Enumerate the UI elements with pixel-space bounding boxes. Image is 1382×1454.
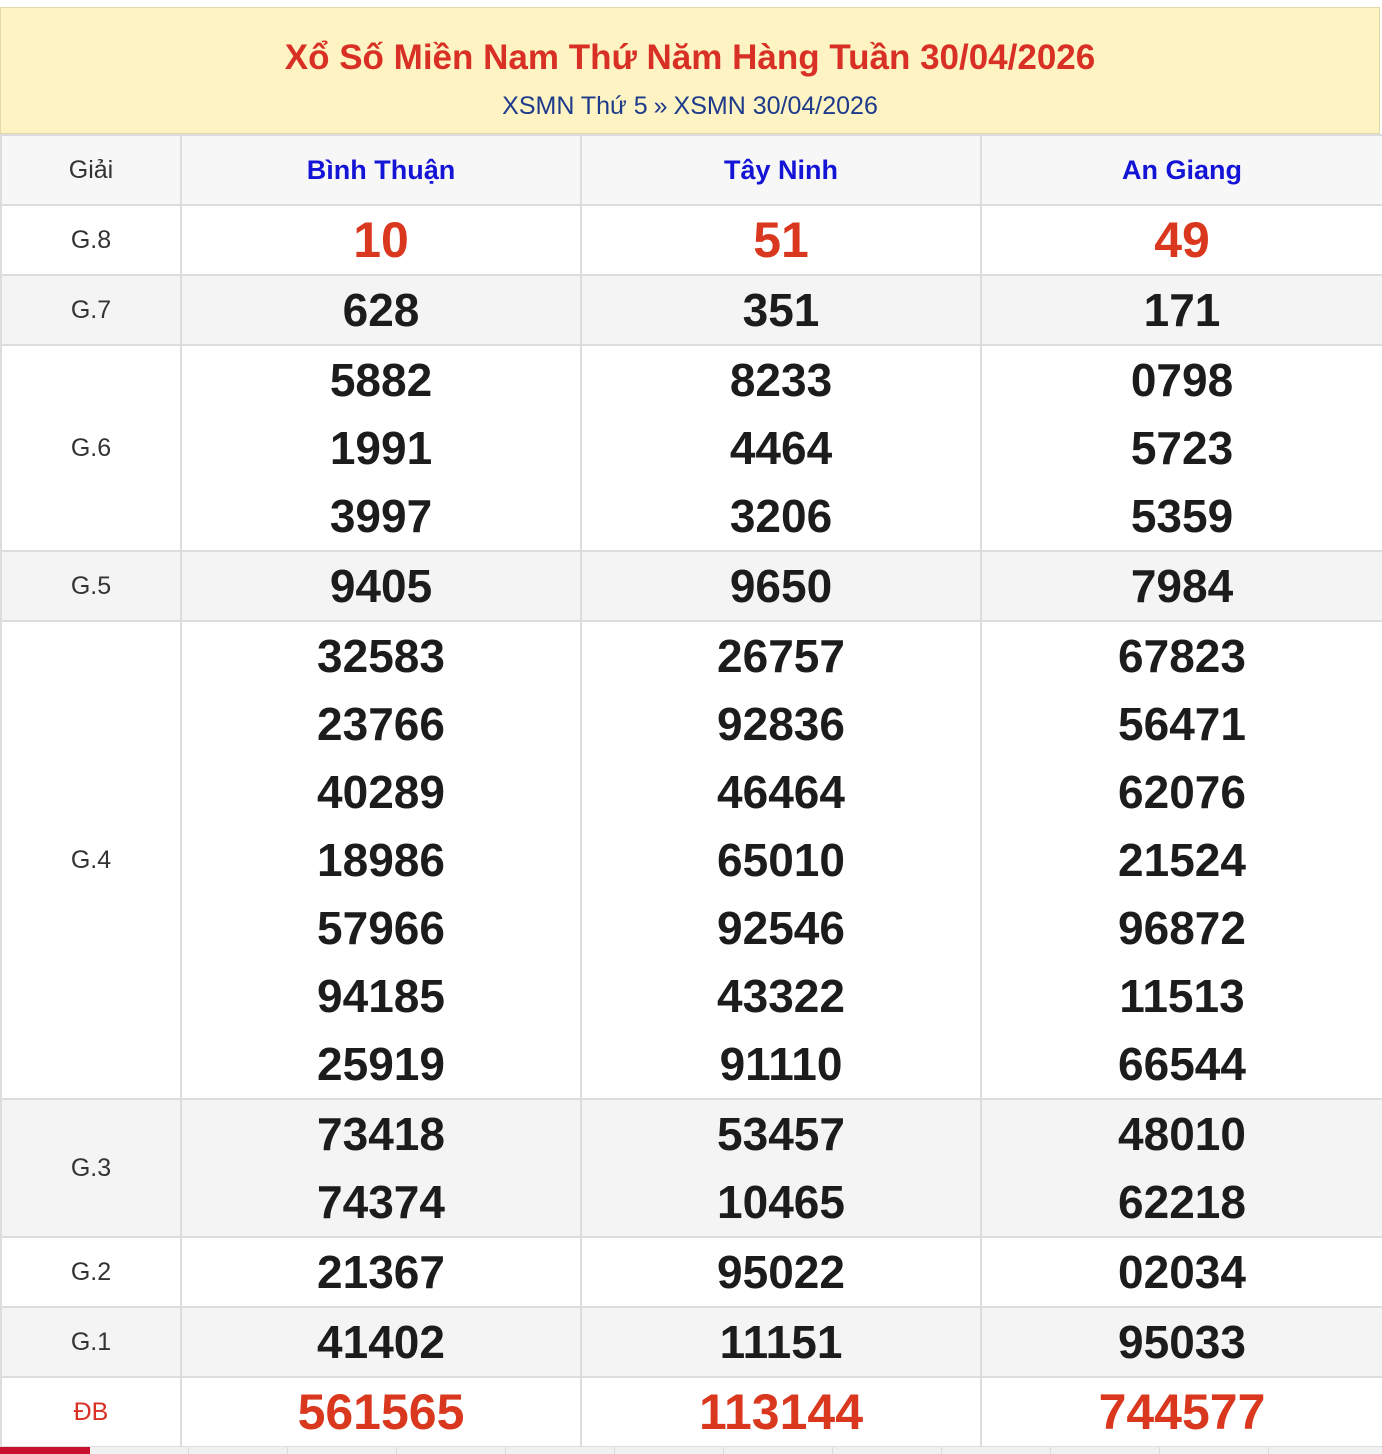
prize-row-g2 [1, 1237, 1382, 1307]
result-cell-an-giang [981, 551, 1382, 621]
table-header-row [1, 135, 1382, 205]
result-number: 1991 [329, 422, 433, 474]
result-number: 95022 [717, 1246, 845, 1298]
province-header-an-giang[interactable]: An Giang [981, 135, 1382, 205]
prize-label: G.1 [1, 1307, 181, 1377]
result-cell-an-giang [981, 1377, 1382, 1447]
result-number: 351 [742, 284, 820, 336]
result-cell-an-giang [981, 1099, 1382, 1237]
result-cell-binh-thuan [181, 621, 581, 1099]
result-number: 3997 [329, 490, 433, 542]
result-cell-binh-thuan [181, 205, 581, 275]
prize-label: G.6 [1, 345, 181, 551]
result-number: 5882 [329, 354, 433, 406]
result-number: 65010 [717, 834, 845, 886]
special-prize-number: 113144 [698, 1384, 864, 1440]
breadcrumb-link-weekday[interactable]: XSMN Thứ 5 [502, 92, 648, 120]
result-number: 53457 [717, 1108, 845, 1160]
prize-label: ĐB [1, 1377, 181, 1447]
breadcrumb-link-date[interactable]: XSMN 30/04/2026 [673, 92, 878, 120]
province-header-tay-ninh[interactable]: Tây Ninh [581, 135, 981, 205]
result-cell-binh-thuan [181, 345, 581, 551]
result-number: 96872 [1118, 902, 1246, 954]
result-number: 32583 [317, 630, 445, 682]
result-number: 5723 [1130, 422, 1234, 474]
result-number: 56471 [1118, 698, 1246, 750]
prize-column-header: Giải [1, 135, 181, 205]
prize-row-g1 [1, 1307, 1382, 1377]
lottery-results-table [0, 134, 1382, 1448]
result-cell-tay-ninh [581, 1237, 981, 1307]
result-cell-binh-thuan [181, 1099, 581, 1237]
result-number: 23766 [317, 698, 445, 750]
result-number: 41402 [317, 1316, 445, 1368]
result-cell-binh-thuan [181, 1307, 581, 1377]
result-cell-an-giang [981, 1237, 1382, 1307]
prize-label: G.3 [1, 1099, 181, 1237]
result-cell-an-giang [981, 205, 1382, 275]
result-number: 10465 [717, 1176, 845, 1228]
result-cell-binh-thuan [181, 1237, 581, 1307]
result-number: 171 [1143, 284, 1221, 336]
result-number: 10 [353, 212, 409, 268]
breadcrumb [1, 91, 1379, 121]
breadcrumb-separator: » [653, 92, 668, 120]
result-number: 43322 [717, 970, 845, 1022]
result-cell-an-giang [981, 621, 1382, 1099]
result-cell-tay-ninh [581, 275, 981, 345]
result-number: 11513 [1119, 970, 1245, 1022]
result-cell-tay-ninh [581, 551, 981, 621]
result-number: 95033 [1118, 1316, 1246, 1368]
prize-row-g3 [1, 1099, 1382, 1237]
prize-row-special [1, 1377, 1382, 1447]
prize-label: G.4 [1, 621, 181, 1099]
prize-label: G.8 [1, 205, 181, 275]
result-number: 9650 [729, 560, 833, 612]
page-title: Xổ Số Miền Nam Thứ Năm Hàng Tuần 30/04/2026 [284, 38, 1096, 77]
special-prize-number: 561565 [297, 1384, 465, 1440]
result-cell-an-giang [981, 1307, 1382, 1377]
result-number: 26757 [717, 630, 845, 682]
result-cell-an-giang [981, 345, 1382, 551]
result-number: 74374 [317, 1176, 445, 1228]
prize-row-g6 [1, 345, 1382, 551]
prize-label: G.5 [1, 551, 181, 621]
result-number: 91110 [719, 1038, 843, 1090]
result-number: 11151 [719, 1316, 843, 1368]
result-number: 18986 [317, 834, 445, 886]
result-cell-binh-thuan [181, 1377, 581, 1447]
result-number: 5359 [1130, 490, 1234, 542]
result-number: 628 [342, 284, 420, 336]
special-prize-number: 744577 [1098, 1384, 1266, 1440]
result-number: 92836 [717, 698, 845, 750]
prize-row-g5 [1, 551, 1382, 621]
prize-label: G.2 [1, 1237, 181, 1307]
result-number: 0798 [1130, 354, 1234, 406]
result-number: 40289 [317, 766, 445, 818]
result-number: 8233 [729, 354, 833, 406]
result-number: 25919 [317, 1038, 445, 1090]
prize-label: G.7 [1, 275, 181, 345]
prize-row-g4 [1, 621, 1382, 1099]
result-number: 9405 [329, 560, 433, 612]
result-number: 4464 [729, 422, 833, 474]
result-number: 73418 [317, 1108, 445, 1160]
result-number: 62218 [1118, 1176, 1246, 1228]
result-number: 66544 [1118, 1038, 1246, 1090]
result-number: 51 [753, 212, 809, 268]
result-number: 3206 [729, 490, 833, 542]
result-number: 48010 [1118, 1108, 1246, 1160]
result-cell-tay-ninh [581, 1099, 981, 1237]
result-number: 94185 [317, 970, 445, 1022]
result-number: 67823 [1118, 630, 1246, 682]
prize-row-g8 [1, 205, 1382, 275]
result-number: 02034 [1118, 1246, 1246, 1298]
result-cell-an-giang [981, 275, 1382, 345]
result-cell-tay-ninh [581, 1307, 981, 1377]
result-cell-tay-ninh [581, 205, 981, 275]
result-cell-binh-thuan [181, 551, 581, 621]
result-cell-tay-ninh [581, 621, 981, 1099]
result-number: 46464 [717, 766, 845, 818]
results-header [0, 7, 1380, 134]
result-number: 92546 [717, 902, 845, 954]
result-number: 49 [1154, 212, 1210, 268]
result-number: 7984 [1130, 560, 1234, 612]
result-cell-binh-thuan [181, 275, 581, 345]
result-cell-tay-ninh [581, 345, 981, 551]
province-header-binh-thuan[interactable]: Bình Thuận [181, 135, 581, 205]
prize-row-g7 [1, 275, 1382, 345]
result-number: 57966 [317, 902, 445, 954]
result-number: 21367 [317, 1246, 445, 1298]
result-cell-tay-ninh [581, 1377, 981, 1447]
result-number: 21524 [1118, 834, 1246, 886]
result-number: 62076 [1118, 766, 1246, 818]
